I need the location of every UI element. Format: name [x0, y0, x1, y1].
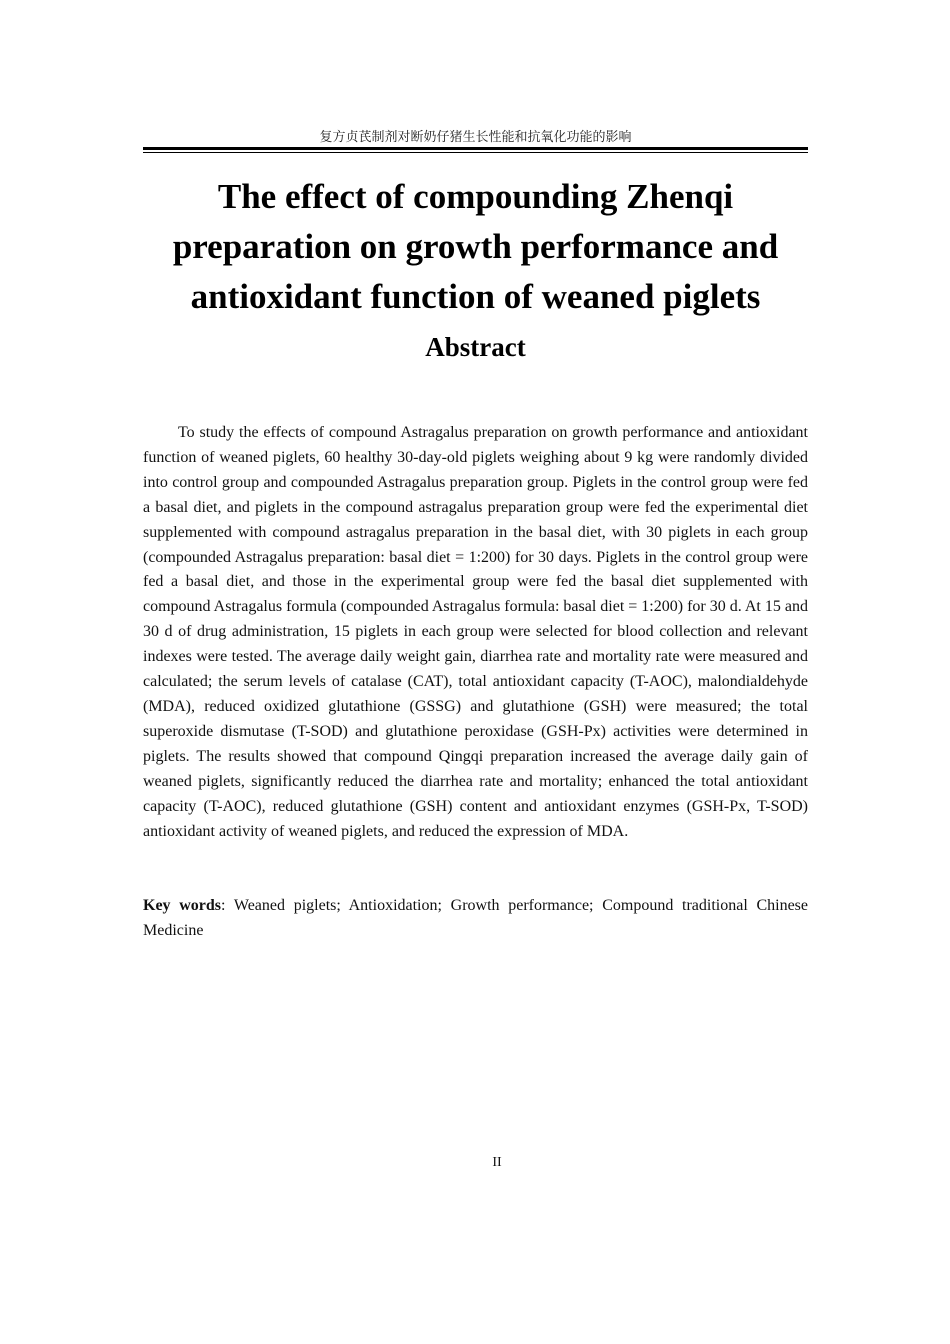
keywords-text: : Weaned piglets; Antioxidation; Growth performance; Compound traditional Chinese Medicine	[143, 897, 809, 939]
keywords	[143, 894, 808, 944]
header-rule-thin	[143, 152, 808, 153]
page-number: II	[492, 1155, 502, 1170]
running-header: 复方贞芪制剂对断奶仔猪生长性能和抗氧化功能的影响	[319, 130, 632, 145]
paper-title: The effect of compounding Zhenqi preparation on growth performance and antioxidant function of weaned piglets	[172, 177, 779, 316]
header-rule-thick	[143, 147, 808, 150]
abstract-heading: Abstract	[425, 332, 526, 362]
abstract-body: To study the effects of compound Astragalus preparation on growth performance and antioxidant function of weaned piglets, 60 healthy 30-day-old piglets weighing about 9 kg were randomly divided into control group and compounded Astragalus preparation group. Piglets in the control group were fed a basal diet, and piglets in the compound astragalus preparation group were fed the experimental diet supplemented with compound astragalus preparation in the basal diet, with 30 piglets in each group (compounded Astragalus preparation: basal diet = 1:200) for 30 days. Piglets in the control group were fed a basal diet, and those in the experimental group were fed the basal diet supplemented with compound Astragalus formula (compounded Astragalus formula: basal diet = 1:200) for 30 d. At 15 and 30 d of drug administration, 15 piglets in each group were selected for blood collection and relevant indexes were tested. The average daily weight gain, diarrhea rate and mortality rate were measured and calculated; the serum levels of catalase (CAT), total antioxidant capacity (T-AOC), malondialdehyde (MDA), reduced oxidized glutathione (GSSG) and glutathione (GSH) were measured; the total superoxide dismutase (T-SOD) and glutathione peroxidase (GSH-Px) activities were determined in piglets. The results showed that compound Qingqi preparation increased the average daily gain of weaned piglets, significantly reduced the diarrhea rate and mortality; enhanced the total antioxidant capacity (T-AOC), reduced glutathione (GSH) content and antioxidant enzymes (GSH-Px, T-SOD) antioxidant activity of weaned piglets, and reduced the expression of MDA.	[143, 424, 808, 840]
keywords-label: Key words	[143, 897, 222, 914]
